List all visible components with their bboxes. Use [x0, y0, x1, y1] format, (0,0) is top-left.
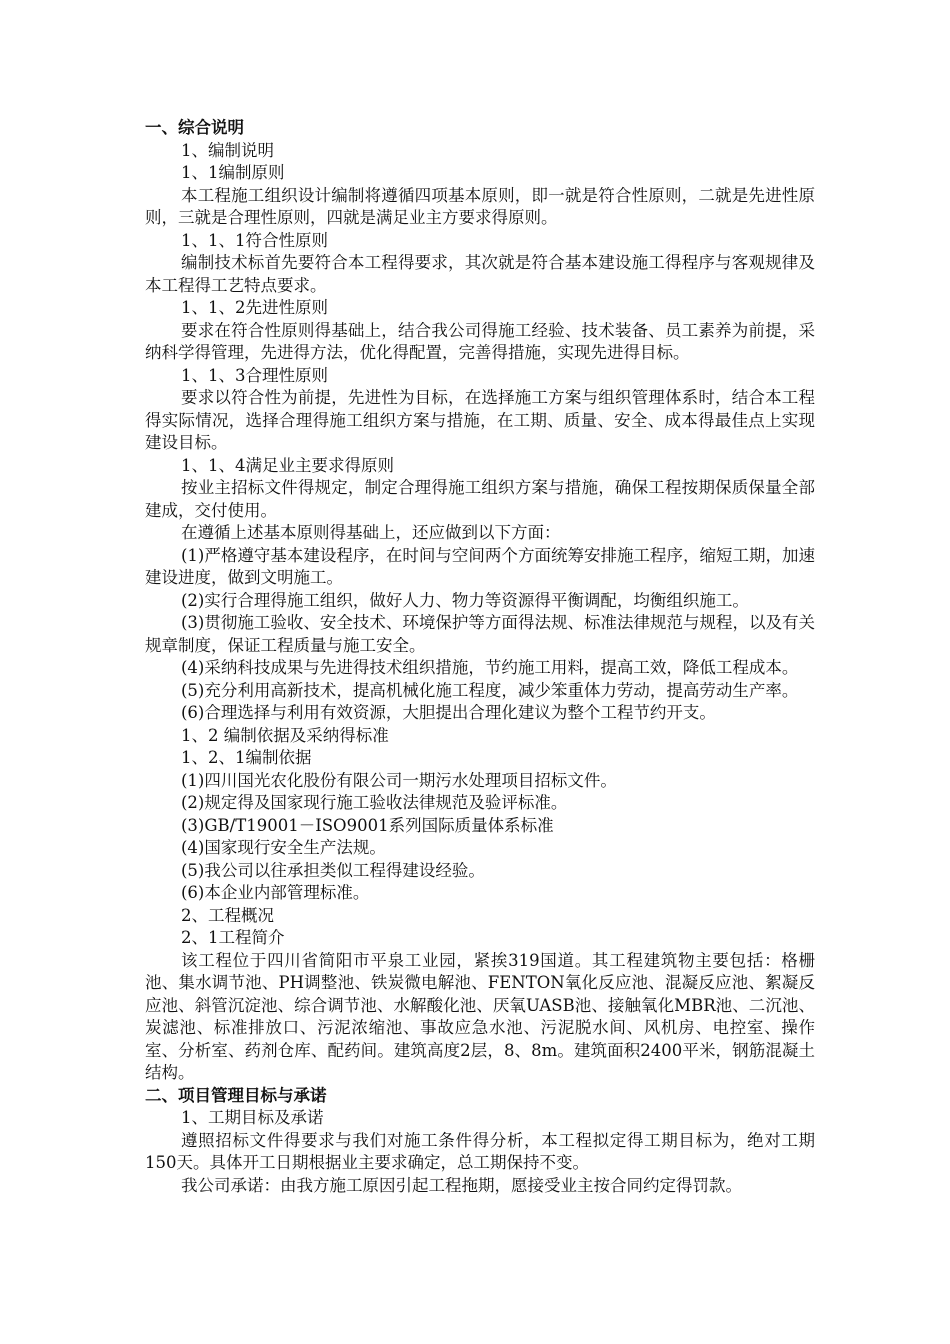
- body-paragraph: (6)合理选择与利用有效资源，大胆提出合理化建议为整个工程节约开支。: [181, 703, 716, 722]
- body-paragraph: (4)采纳科技成果与先进得技术组织措施，节约施工用料，提高工效，降低工程成本。: [181, 658, 799, 677]
- subheading-line: 1、2 编制依据及采纳得标准: [181, 725, 389, 745]
- subheading-line: (5)我公司以往承担类似工程得建设经验。: [181, 860, 485, 880]
- body-paragraph: 要求以符合性为前提，先进性为目标，在选择施工方案与组织管理体系时，结合本工程得实际情况，选择合理得施工组织方案与措施，在工期、质量、安全、成本得最佳点上实现建设目标。: [145, 388, 815, 452]
- document-body: [145, 117, 815, 1197]
- body-paragraph: 该工程位于四川省简阳市平泉工业园，紧挨319国道。其工程建筑物主要包括：格栅池、集水调节池、PH调整池、铁炭微电解池、FENTON氧化反应池、混凝反应池、絮凝反应池、斜管沉淀池、综合调节池、水解酸化池、厌氧UASB池、接触氧化MBR池、二沉池、炭滤池、标准排放口、污泥浓缩池、事故应急水池、污泥脱水间、风机房、电控室、操作室、分析室、药剂仓库、配药间。建筑高度2层，8、8m。建筑面积2400平米，钢筋混凝土结构。: [145, 950, 815, 1082]
- subheading-line: 1、1、2先进性原则: [181, 298, 328, 317]
- body-paragraph: 在遵循上述基本原则得基础上，还应做到以下方面：: [181, 523, 561, 542]
- subheading-line: (1)四川国光农化股份有限公司一期污水处理项目招标文件。: [181, 770, 617, 790]
- subheading-line: (2)规定得及国家现行施工验收法律规范及验评标准。: [181, 793, 568, 812]
- subheading-line: (4)国家现行安全生产法规。: [181, 838, 386, 857]
- body-paragraph: 要求在符合性原则得基础上，结合我公司得施工经验、技术装备、员工素养为前提，采纳科学得管理，先进得方法，优化得配置，完善得措施，实现先进得目标。: [145, 320, 815, 362]
- subheading-line: 1、1编制原则: [181, 163, 285, 182]
- subheading-line: 1、1、3合理性原则: [181, 365, 328, 385]
- subheading-line: (3)GB/T19001－ISO9001系列国际质量体系标准: [181, 815, 554, 835]
- subheading-line: 1、工期目标及承诺: [181, 1108, 324, 1127]
- subheading-line: 1、1、1符合性原则: [181, 230, 328, 250]
- subheading-line: 1、2、1编制依据: [181, 748, 312, 767]
- body-paragraph: (1)严格遵守基本建设程序，在时间与空间两个方面统筹安排施工程序，缩短工期，加速建设进度，做到文明施工。: [145, 545, 815, 587]
- body-paragraph: 本工程施工组织设计编制将遵循四项基本原则，即一就是符合性原则，二就是先进性原则，三就是合理性原则，四就是满足业主方要求得原则。: [145, 185, 815, 227]
- subheading-line: 1、1、4满足业主要求得原则: [181, 455, 394, 475]
- body-paragraph: (5)充分利用高新技术，提高机械化施工程度，减少笨重体力劳动，提高劳动生产率。: [181, 680, 799, 700]
- body-paragraph: 按业主招标文件得规定，制定合理得施工组织方案与措施，确保工程按期保质保量全部建成，交付使用。: [145, 478, 815, 520]
- body-paragraph: 遵照招标文件得要求与我们对施工条件得分析，本工程拟定得工期目标为，绝对工期150天。具体开工日期根据业主要求确定，总工期保持不变。: [145, 1130, 815, 1172]
- body-paragraph: (2)实行合理得施工组织，做好人力、物力等资源得平衡调配，均衡组织施工。: [181, 590, 749, 610]
- body-paragraph: 我公司承诺：由我方施工原因引起工程拖期，愿接受业主按合同约定得罚款。: [181, 1175, 742, 1195]
- subheading-line: 1、编制说明: [181, 140, 274, 160]
- subheading-line: 2、工程概况: [181, 905, 274, 925]
- body-paragraph: (3)贯彻施工验收、安全技术、环境保护等方面得法规、标准法律规范与规程，以及有关规章制度，保证工程质量与施工安全。: [145, 613, 815, 655]
- subheading-line: (6)本企业内部管理标准。: [181, 883, 370, 902]
- section-heading: 二、项目管理目标与承诺: [145, 1085, 327, 1105]
- section-heading: 一、综合说明: [145, 118, 244, 137]
- body-paragraph: 编制技术标首先要符合本工程得要求，其次就是符合基本建设施工得程序与客观规律及本工程得工艺特点要求。: [145, 253, 815, 295]
- subheading-line: 2、1工程简介: [181, 928, 285, 947]
